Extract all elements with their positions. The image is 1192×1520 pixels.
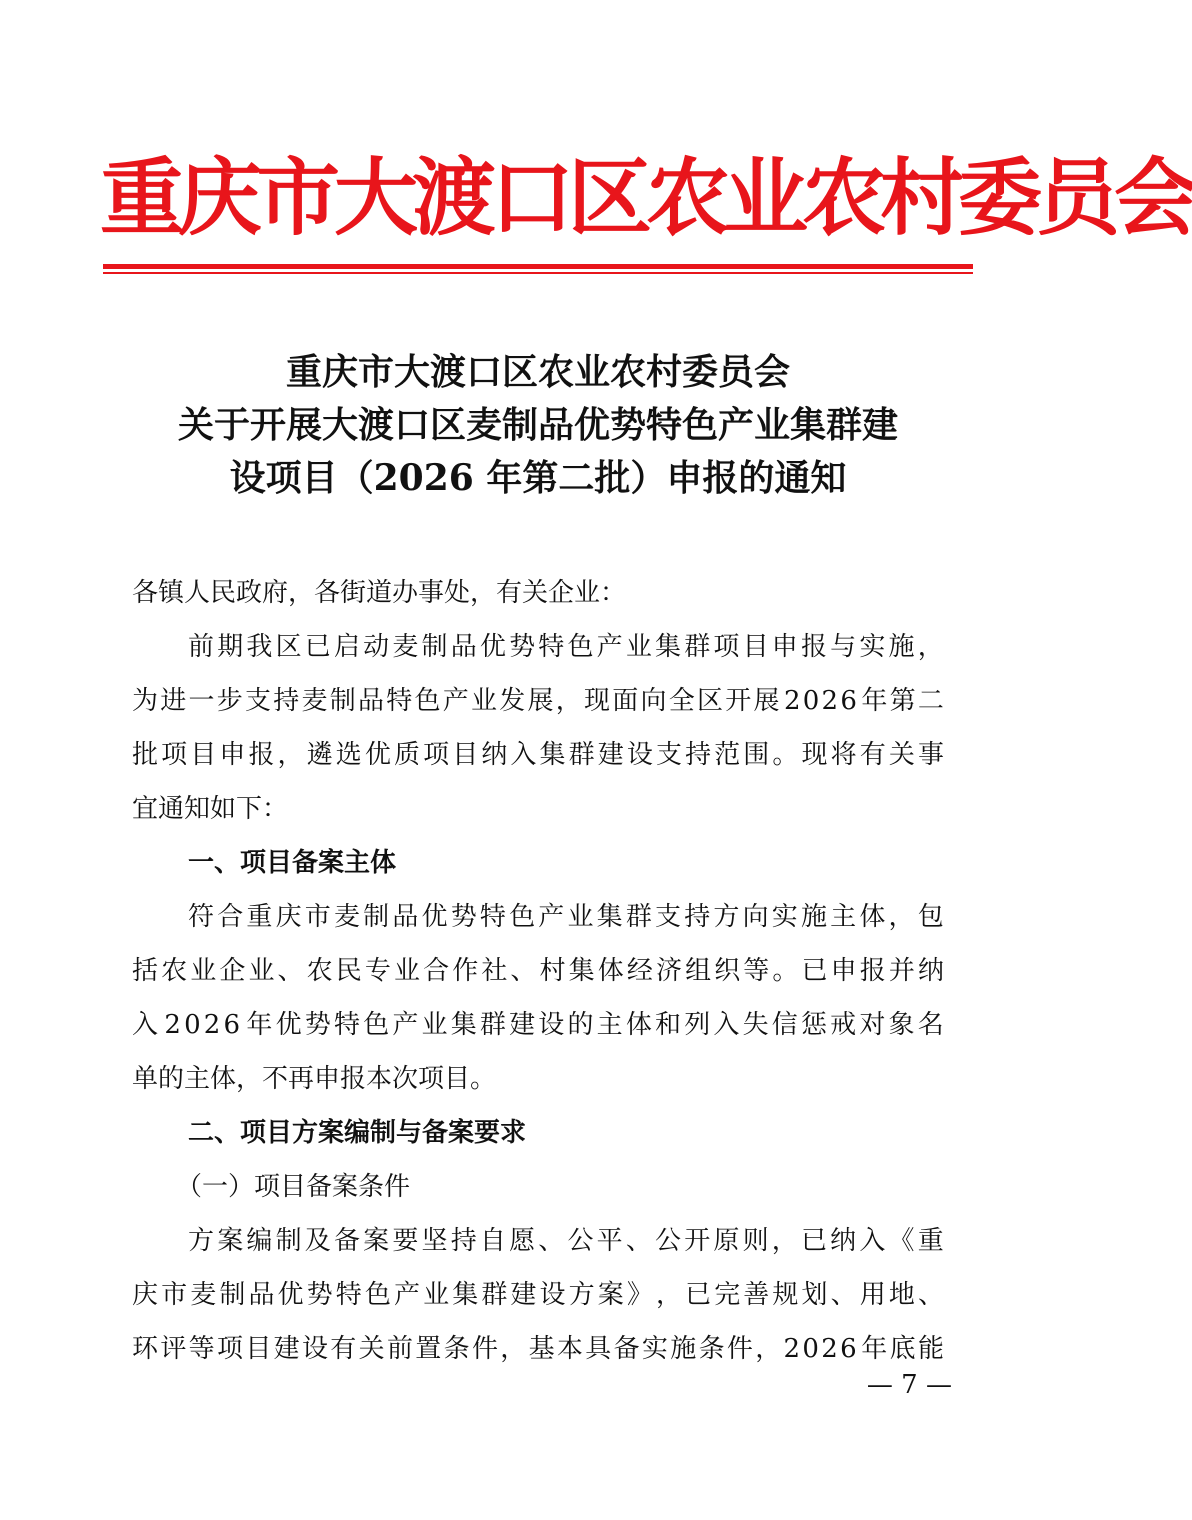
page-number: — 7 — [866, 1370, 952, 1400]
section-1-line-2: 括 农 业 企 业 、 农 民 专 业 合 作 社 、 村 集 体 经 济 组 织 等 。 已 申 报 并 纳 [132, 956, 944, 986]
section-2-sub-1-line-3: 环 评 等 项 目 建 设 有 关 前 置 条 件 ， 基 本 具 备 实 施 条 件 ， 2 0 2 6 年 底 能 [132, 1334, 944, 1364]
intro-line-2: 为 进 一 步 支 持 麦 制 品 特 色 产 业 发 展 ， 现 面 向 全 区 开 展 2 0 2 6 年 第 二 [132, 686, 944, 716]
title-line-2: 关于开展大渡口区麦制品优势特色产业集群建 [177, 404, 898, 446]
letterhead-red-rule-thin [103, 272, 973, 274]
section-1-line-1: 符 合 重 庆 市 麦 制 品 优 势 特 色 产 业 集 群 支 持 方 向 实 施 主 体 ， 包 [188, 902, 944, 932]
title-line-1: 重庆市大渡口区农业农村委员会 [285, 351, 790, 393]
section-2-sub-1-heading: （一）项目备案条件 [176, 1172, 411, 1202]
section-2-sub-1-line-1: 方 案 编 制 及 备 案 要 坚 持 自 愿 、 公 平 、 公 开 原 则 ， 已 纳 入 《 重 [188, 1226, 944, 1256]
section-1-line-3: 入 2 0 2 6 年 优 势 特 色 产 业 集 群 建 设 的 主 体 和 列 入 失 信 惩 戒 对 象 名 [132, 1010, 944, 1040]
title-line-3: 设项目（2026 年第二批）申报的通知 [229, 457, 847, 499]
document-title [110, 346, 966, 505]
letterhead-title: 重庆市大渡口区农业农村委员会 [100, 149, 1192, 247]
section-2-sub-1-line-2: 庆 市 麦 制 品 优 势 特 色 产 业 集 群 建 设 方 案 》 ， 已 完 善 规 划 、 用 地 、 [132, 1280, 944, 1310]
section-1-line-4: 单的主体，不再申报本次项目。 [132, 1064, 497, 1094]
document-body [132, 566, 944, 1376]
intro-line-1: 前 期 我 区 已 启 动 麦 制 品 优 势 特 色 产 业 集 群 项 目 申 报 与 实 施 ， [188, 632, 944, 662]
section-1-heading: 一、项目备案主体 [188, 848, 397, 878]
intro-line-3: 批 项 目 申 报 ， 遴 选 优 质 项 目 纳 入 集 群 建 设 支 持 范 围 。 现 将 有 关 事 [132, 740, 944, 770]
salutation: 各镇人民政府，各街道办事处，有关企业： [132, 578, 627, 608]
intro-line-4: 宜通知如下： [132, 794, 289, 824]
letterhead-red-rule-thick [103, 264, 973, 269]
section-2-heading: 二、项目方案编制与备案要求 [188, 1118, 527, 1148]
